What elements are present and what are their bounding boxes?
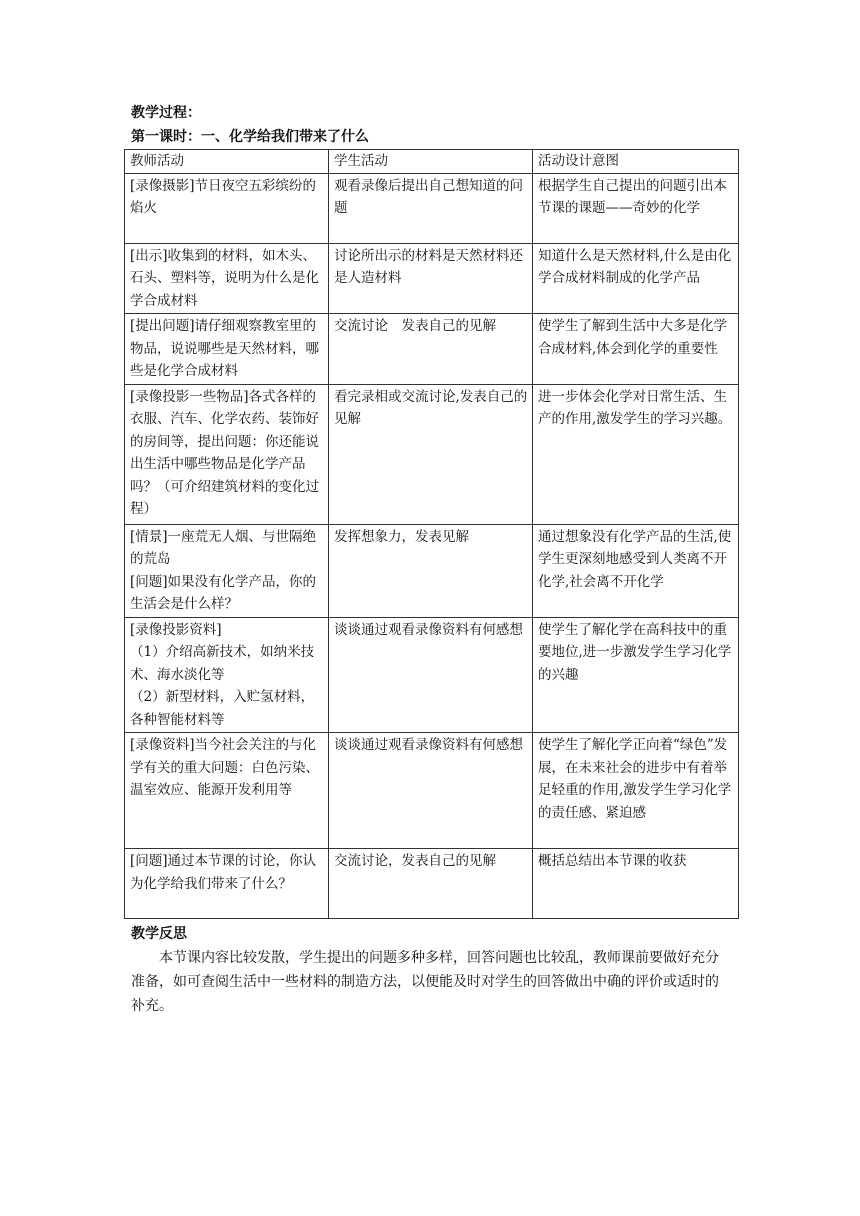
- design-intent-cell: 知道什么是天然材料,什么是由化学合成材料制成的化学产品: [533, 243, 739, 314]
- student-activity-cell: 发挥想象力，发表见解: [329, 524, 533, 617]
- student-activity-cell: 讨论所出示的材料是天然材料还是人造材料: [329, 243, 533, 314]
- design-intent-cell: 根据学生自己提出的问题引出本节课的课题——奇妙的化学: [533, 173, 739, 243]
- design-intent-cell: 通过想象没有化学产品的生活,使学生更深刻地感受到人类离不开化学,社会离不开化学: [533, 524, 739, 617]
- reflection-heading: 教学反思: [131, 926, 187, 942]
- table-row: [125, 849, 739, 919]
- student-activity-cell: 交流讨论，发表自己的见解: [329, 849, 533, 919]
- teaching-process-heading: 教学过程：: [131, 105, 201, 121]
- lesson-title: 第一课时：一、化学给我们带来了什么: [131, 129, 369, 145]
- design-intent-cell: 使学生了解到生活中大多是化学合成材料,体会到化学的重要性: [533, 314, 739, 385]
- teacher-activity-cell: [录像摄影]节日夜空五彩缤纷的焰火: [125, 173, 329, 243]
- column-header-student: 学生活动: [329, 150, 533, 174]
- table-row: [125, 384, 739, 524]
- design-intent-cell: 使学生了解化学正向着“绿色”发展，在未来社会的进步中有着举足轻重的作用,激发学生学习化学的责任感、紧迫感: [533, 733, 739, 849]
- teacher-activity-cell: [录像资料]当今社会关注的与化学有关的重大问题：白色污染、温室效应、能源开发利用等: [125, 733, 329, 849]
- table-row: [125, 617, 739, 733]
- design-intent-cell: 使学生了解化学在高科技中的重要地位,进一步激发学生学习化学的兴趣: [533, 617, 739, 733]
- column-header-teacher: 教师活动: [125, 150, 329, 174]
- table-header-row: [125, 150, 739, 174]
- column-header-intent: 活动设计意图: [533, 150, 739, 174]
- lesson-plan-table: [124, 149, 739, 919]
- student-activity-cell: 看完录相或交流讨论,发表自己的见解: [329, 384, 533, 524]
- teacher-activity-cell: [录像投影一些物品]各式各样的衣服、汽车、化学农药、装饰好的房间等，提出问题：你还能说出生活中哪些物品是化学产品吗？（可介绍建筑材料的变化过程）: [125, 384, 329, 524]
- teacher-activity-cell: [录像投影资料] （1）介绍高新技术，如纳米技术、海水淡化等 （2）新型材料，入贮氢材料，各种智能材料等: [125, 617, 329, 733]
- table-row: [125, 733, 739, 849]
- table-row: [125, 243, 739, 314]
- table-row: [125, 524, 739, 617]
- design-intent-cell: 概括总结出本节课的收获: [533, 849, 739, 919]
- student-activity-cell: 谈谈通过观看录像资料有何感想: [329, 733, 533, 849]
- design-intent-cell: 进一步体会化学对日常生活、生产的作用,激发学生的学习兴趣。: [533, 384, 739, 524]
- teacher-activity-cell: [出示]收集到的材料，如木头、石头、塑料等，说明为什么是化学合成材料: [125, 243, 329, 314]
- table-row: [125, 173, 739, 243]
- student-activity-cell: 交流讨论 发表自己的见解: [329, 314, 533, 385]
- teacher-activity-cell: [情景]一座荒无人烟、与世隔绝的荒岛 [问题]如果没有化学产品，你的生活会是什么样？: [125, 524, 329, 617]
- student-activity-cell: 谈谈通过观看录像资料有何感想: [329, 617, 533, 733]
- student-activity-cell: 观看录像后提出自己想知道的问题: [329, 173, 533, 243]
- teacher-activity-cell: [问题]通过本节课的讨论，你认为化学给我们带来了什么？: [125, 849, 329, 919]
- reflection-paragraph: 本节课内容比较发散，学生提出的问题多种多样，回答问题也比较乱，教师课前要做好充分准备，如可查阅生活中一些材料的制造方法，以便能及时对学生的回答做出中确的评价或适时的补充。: [131, 950, 719, 1014]
- teacher-activity-cell: [提出问题]请仔细观察教室里的物品，说说哪些是天然材料，哪些是化学合成材料: [125, 314, 329, 385]
- table-row: [125, 314, 739, 385]
